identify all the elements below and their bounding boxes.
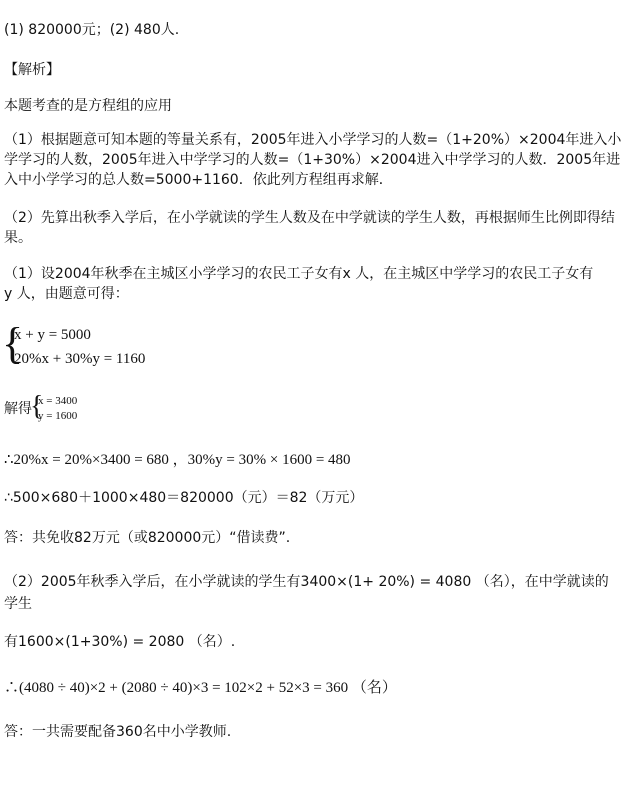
solution-x: x = 3400 bbox=[38, 395, 78, 407]
system-brace: { bbox=[2, 319, 24, 368]
calc-line-1: ∴20%x = 20%×3400 = 680 ，30%y = 30% × 1600 = 480 bbox=[4, 452, 351, 468]
part2-line-3: 有1600×(1+30%) = 2080 （名）. bbox=[4, 634, 236, 650]
analysis-paragraph-1: （1）根据题意可知本题的等量关系有，2005年进入小学学习的人数=（1+20%）×2004年进入小学学习的人数，2005年进入中学学习的人数=（1+30%）×2004进入中学学习的人数．2005年进入中小学学习的总人数=5000+1160．依此列方程组再求解． bbox=[4, 132, 622, 188]
solution-brace: { bbox=[30, 391, 44, 422]
answer-1: 答：共免收82万元（或820000元）“借读费”. bbox=[4, 530, 291, 546]
setup-text: （1）设2004年秋季在主城区小学学习的农民工子女有x 人，在主城区中学学习的农民工子女有 bbox=[4, 266, 594, 282]
setup-text-2: y 人，由题意可得： bbox=[4, 286, 129, 302]
equation-1: x + y = 5000 bbox=[14, 327, 91, 343]
solution-y: y = 1600 bbox=[38, 410, 78, 422]
analysis-header: 【解析】 bbox=[4, 62, 60, 78]
analysis-paragraph-2: （2）先算出秋季入学后，在小学就读的学生人数及在中学就读的学生人数，再根据师生比例即得结果。 bbox=[4, 210, 615, 246]
equation-2: 20%x + 30%y = 1160 bbox=[14, 351, 146, 367]
answer-2: 答：一共需要配备360名中小学教师. bbox=[4, 724, 232, 740]
solve-prefix: 解得 bbox=[4, 401, 32, 417]
answer-summary: (1) 820000元；(2) 480人. bbox=[4, 22, 180, 38]
part2-line-2: 学生 bbox=[4, 596, 32, 612]
part2-line-1: （2）2005年秋季入学后，在小学就读的学生有3400×(1+ 20%) = 4080 （名），在中学就读的 bbox=[4, 574, 609, 590]
topic-text: 本题考查的是方程组的应用 bbox=[4, 98, 172, 114]
calc-line-3: ∴(4080 ÷ 40)×2 + (2080 ÷ 40)×3 = 102×2 + 52×3 = 360 （名） bbox=[4, 680, 397, 696]
calc-line-2: ∴500×680＋1000×480＝820000（元）＝82（万元） bbox=[4, 490, 364, 506]
